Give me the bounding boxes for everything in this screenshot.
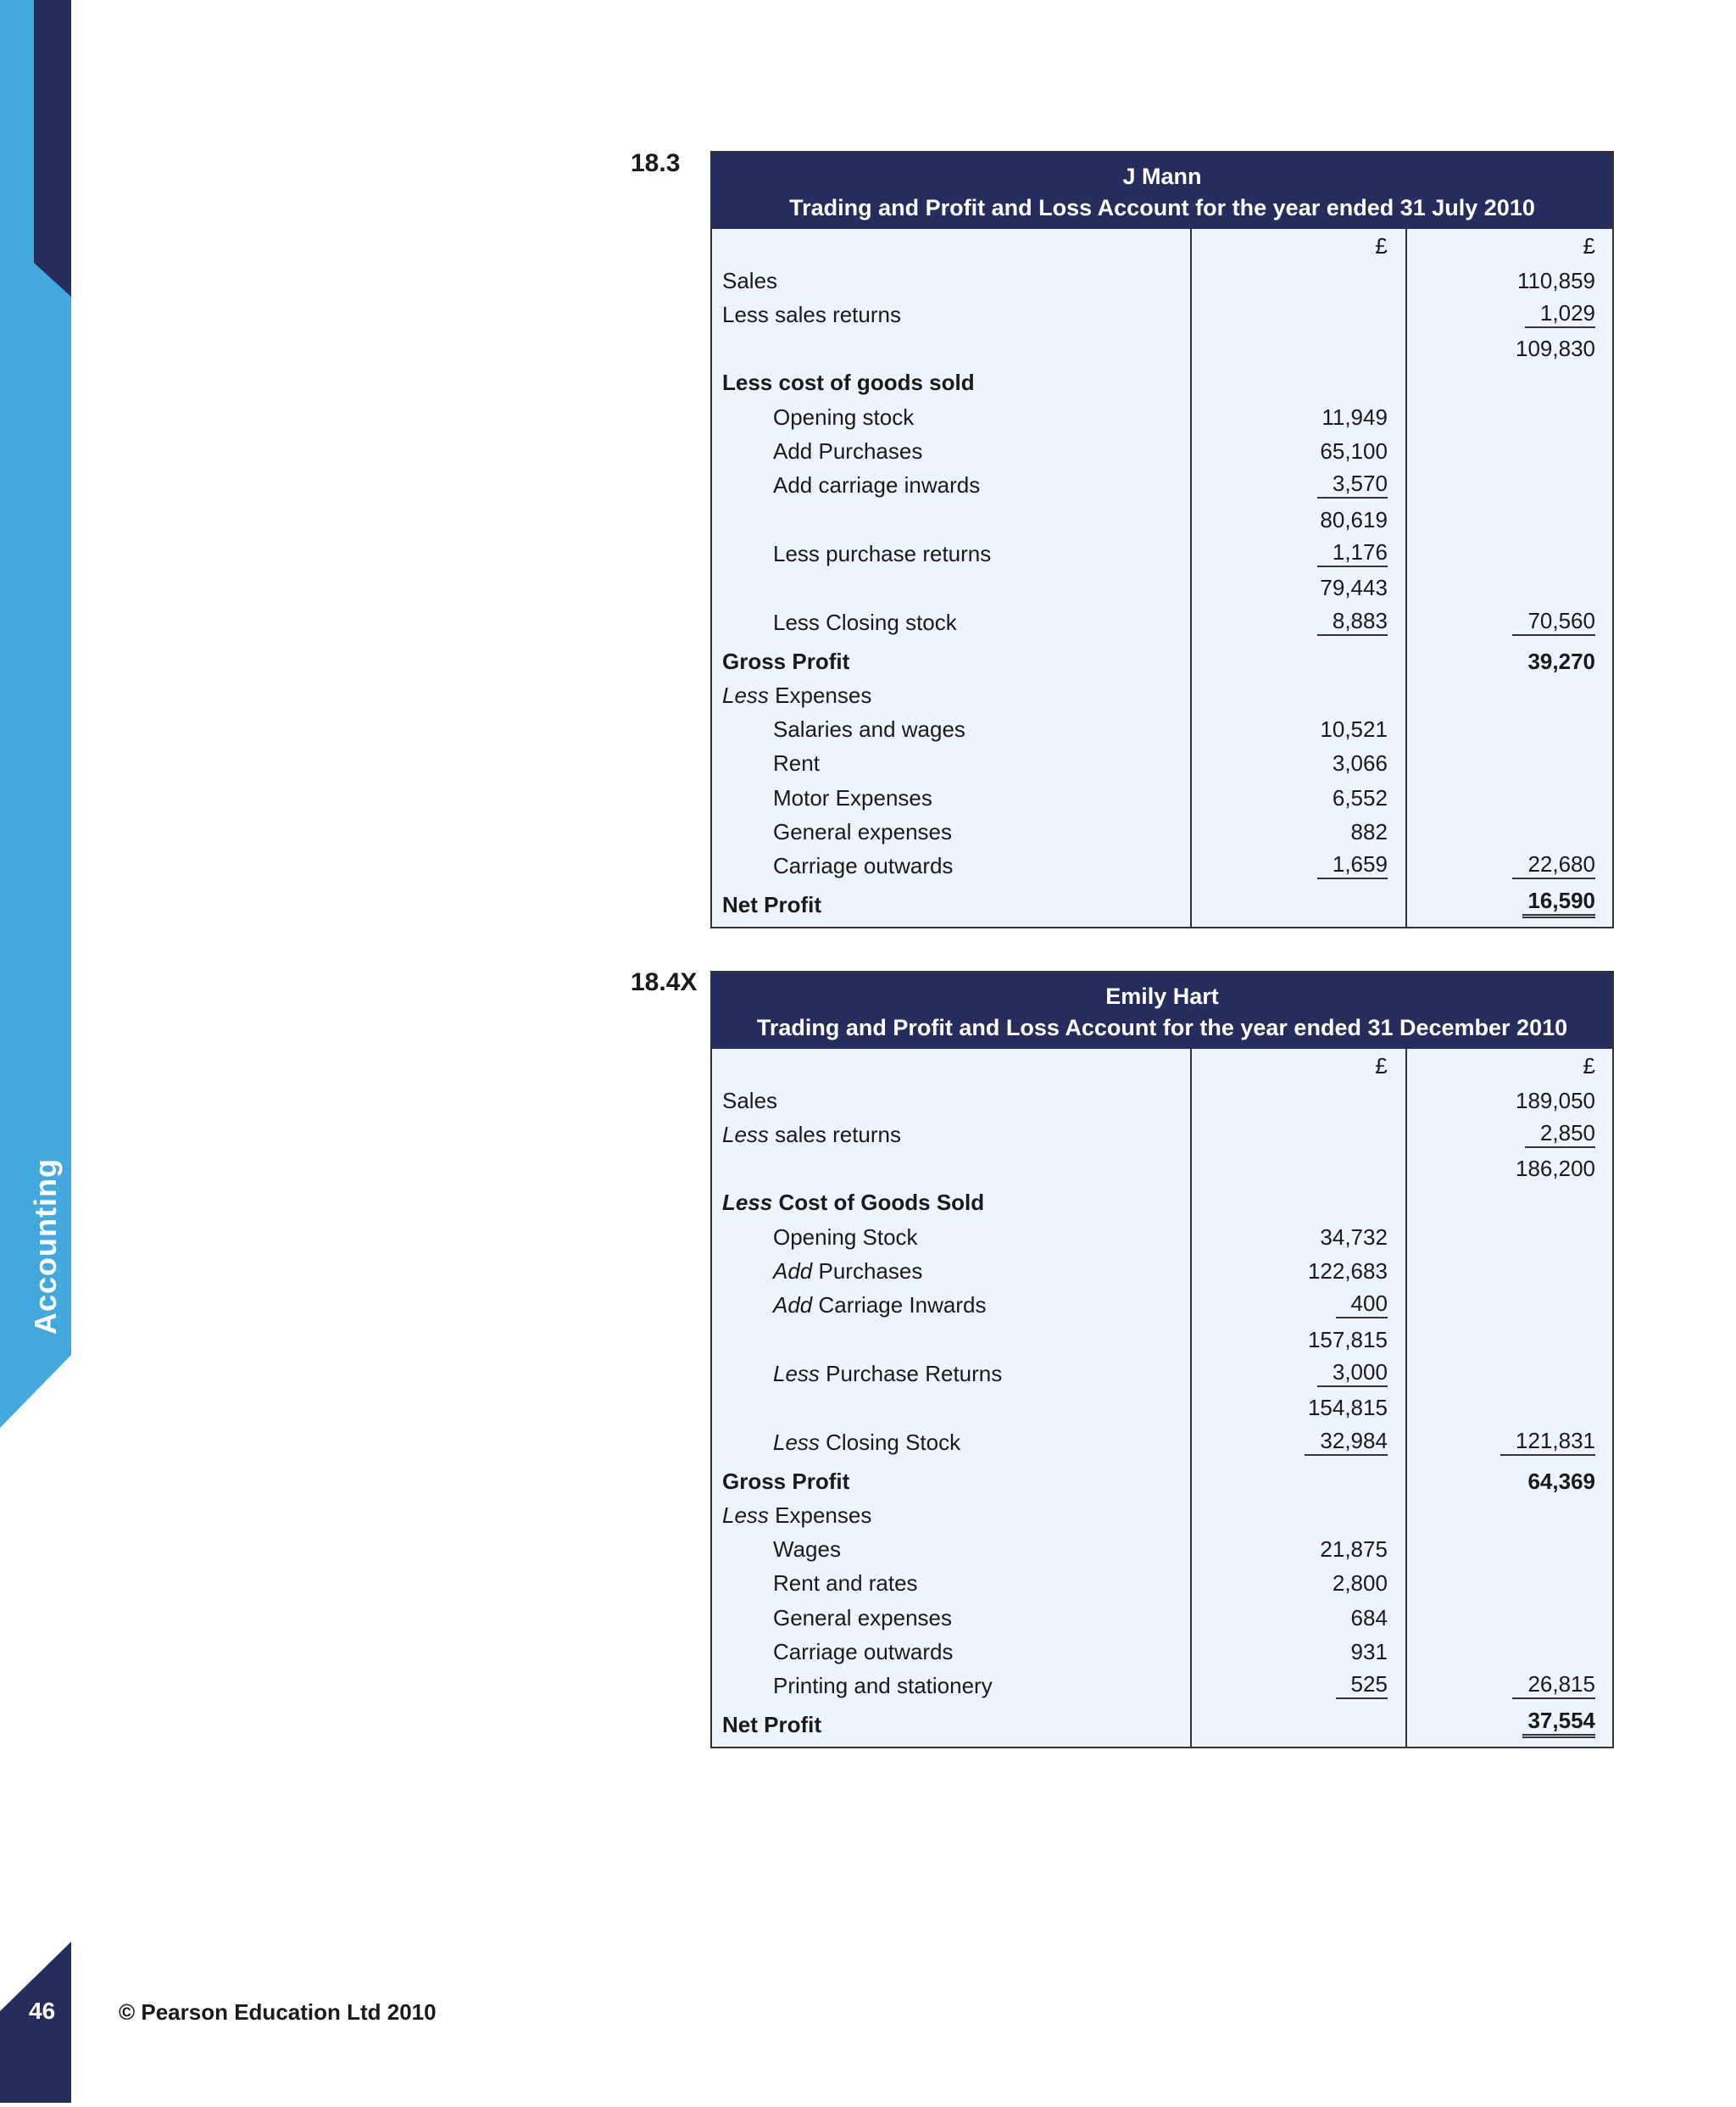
- table-bottom-padding: [712, 922, 1612, 927]
- row-label-text: Less sales returns: [722, 301, 901, 327]
- table-row: [712, 537, 1612, 571]
- row-label-text: Wages: [773, 1536, 841, 1563]
- amount-total-cell: [1405, 888, 1612, 922]
- amount-total-cell: [1405, 1671, 1612, 1703]
- amount-inner-cell: [1190, 851, 1405, 883]
- amount-inner-cell: [1190, 1359, 1405, 1391]
- table-row: [712, 1118, 1612, 1151]
- table-row: [712, 502, 1612, 536]
- amount-inner: 80,619: [1320, 506, 1388, 532]
- exercise-label-18-4x: 18.4X: [631, 968, 698, 996]
- table-row: [712, 1322, 1612, 1356]
- amount-inner: 157,815: [1307, 1326, 1388, 1352]
- amount-total-cell: [1405, 649, 1612, 678]
- amount-inner-cell: [1190, 471, 1405, 502]
- row-label: [712, 1570, 1190, 1600]
- table-row: [712, 298, 1612, 332]
- row-label: [712, 302, 1190, 332]
- amount-inner-cell: [1190, 1290, 1405, 1322]
- amount-total-cell: [1405, 300, 1612, 332]
- table-row: [712, 1391, 1612, 1424]
- amount-inner: 34,732: [1320, 1224, 1388, 1250]
- amount-total: 26,815: [1512, 1671, 1595, 1699]
- amount-total: 1,029: [1525, 300, 1595, 328]
- amount-total: 37,554: [1522, 1708, 1595, 1738]
- row-label-text: Expenses: [775, 1502, 872, 1528]
- table-row: [712, 1635, 1612, 1669]
- row-label-text: Net Profit: [722, 892, 821, 918]
- amount-inner: 11,949: [1321, 404, 1388, 430]
- amount-inner-cell: [1190, 438, 1405, 468]
- amount-total: 16,590: [1522, 888, 1595, 918]
- row-label: [712, 541, 1190, 571]
- table-row: [712, 1254, 1612, 1288]
- row-label: [712, 404, 1190, 434]
- row-label-text: Purchase Returns: [826, 1360, 1003, 1386]
- amount-total: 70,560: [1512, 608, 1595, 636]
- row-label: [712, 610, 1190, 639]
- table-row: [712, 883, 1612, 922]
- table-row: [712, 1600, 1612, 1634]
- table-row: [712, 1288, 1612, 1322]
- amount-total-cell: [1405, 336, 1612, 365]
- table-row: [712, 1219, 1612, 1253]
- amount-total-cell: [1405, 1156, 1612, 1185]
- amount-total: 186,200: [1516, 1156, 1595, 1182]
- row-label: [712, 1712, 1190, 1742]
- amount-inner-cell: [1190, 1738, 1405, 1742]
- amount-inner-cell: [1190, 785, 1405, 815]
- row-label-text: Rent: [773, 750, 820, 777]
- account-body: [712, 229, 1612, 927]
- amount-inner: 931: [1350, 1639, 1388, 1665]
- amount-inner: 400: [1336, 1290, 1388, 1318]
- amount-total-cell: [1405, 608, 1612, 639]
- amount-inner-cell: [1190, 539, 1405, 571]
- side-tab-graphic: [0, 0, 76, 2103]
- currency-symbol-cell: [1190, 233, 1405, 263]
- row-label-prefix: Add: [773, 1258, 813, 1285]
- row-label: [712, 1224, 1190, 1254]
- row-label: [712, 1469, 1190, 1498]
- row-label: [712, 1292, 1190, 1322]
- amount-inner: 122,683: [1307, 1258, 1388, 1285]
- row-label-text: Carriage Inwards: [818, 1292, 987, 1318]
- row-label-prefix: Less: [722, 1121, 769, 1147]
- copyright-notice: © Pearson Education Ltd 2010: [119, 1999, 437, 2025]
- amount-inner-cell: [1190, 750, 1405, 780]
- amount-total: 22,680: [1512, 851, 1595, 879]
- table-row: [712, 571, 1612, 605]
- amount-inner: 21,875: [1320, 1536, 1388, 1563]
- row-label: [712, 819, 1190, 849]
- amount-total-cell: [1405, 851, 1612, 883]
- amount-total-cell: [1405, 1469, 1612, 1498]
- amount-inner: 2,800: [1332, 1570, 1388, 1597]
- table-row: [712, 468, 1612, 502]
- row-label: [712, 370, 1190, 399]
- page-number: 46: [29, 1998, 56, 2024]
- table-row: [712, 1498, 1612, 1532]
- row-label-text: Closing Stock: [826, 1429, 961, 1455]
- table-row: [712, 1669, 1612, 1703]
- row-label: [712, 1502, 1190, 1532]
- row-label-text: Gross Profit: [722, 648, 850, 674]
- amount-inner: 3,000: [1317, 1359, 1388, 1387]
- amount-inner-cell: [1190, 1258, 1405, 1288]
- row-label-prefix: Less: [773, 1429, 820, 1455]
- table-row: [712, 1185, 1612, 1219]
- table-row: [712, 365, 1612, 399]
- account-j-mann: [710, 151, 1614, 928]
- amount-total-cell: [1405, 1708, 1612, 1742]
- table-row: [712, 849, 1612, 883]
- row-label: [712, 853, 1190, 883]
- amount-inner-cell: [1190, 404, 1405, 434]
- row-label: [712, 438, 1190, 468]
- table-row: [712, 399, 1612, 433]
- amount-inner: 79,443: [1320, 575, 1388, 601]
- amount-inner-cell: [1190, 1536, 1405, 1566]
- amount-inner-cell: [1190, 1395, 1405, 1424]
- row-label: [712, 1605, 1190, 1635]
- amount-inner: 1,176: [1317, 539, 1388, 567]
- amount-inner: 1,659: [1317, 851, 1388, 879]
- amount-total: 39,270: [1527, 648, 1595, 674]
- account-name: J Mann: [1122, 164, 1202, 189]
- row-label-prefix: Less: [722, 1190, 773, 1216]
- amount-total: 110,859: [1516, 267, 1595, 293]
- amount-inner: 525: [1336, 1671, 1388, 1699]
- row-label-text: Cost of Goods Sold: [778, 1190, 985, 1216]
- row-label: [712, 1088, 1190, 1118]
- row-label-text: Add Purchases: [773, 438, 923, 465]
- row-label-text: Less cost of goods sold: [722, 370, 975, 396]
- table-bottom-padding: [712, 1742, 1612, 1747]
- table-row: [712, 1459, 1612, 1498]
- account-header: [712, 973, 1612, 1049]
- table-row: [712, 1357, 1612, 1391]
- row-label-prefix: Add: [773, 1292, 813, 1318]
- table-row: [712, 815, 1612, 849]
- row-label: [712, 268, 1190, 298]
- table-row: [712, 434, 1612, 468]
- amount-inner: 684: [1350, 1604, 1388, 1630]
- amount-inner: 3,570: [1317, 471, 1388, 499]
- row-label-text: Gross Profit: [722, 1468, 850, 1494]
- row-label-text: General expenses: [773, 819, 953, 845]
- row-label-text: Less Closing stock: [773, 609, 957, 635]
- currency-symbol-cell: [1190, 1053, 1405, 1083]
- account-subtitle: Trading and Profit and Loss Account for the year ended 31 December 2010: [756, 1015, 1568, 1040]
- row-label-text: Opening stock: [773, 404, 915, 430]
- currency-symbol: £: [1583, 1053, 1595, 1079]
- amount-total-cell: [1405, 1120, 1612, 1151]
- row-label-text: Expenses: [775, 682, 872, 708]
- row-label-prefix: Less: [773, 1360, 820, 1386]
- row-label: [712, 785, 1190, 815]
- amount-inner-cell: [1190, 1428, 1405, 1459]
- table-row: [712, 678, 1612, 712]
- amount-inner-cell: [1190, 1605, 1405, 1635]
- table-row: [712, 712, 1612, 746]
- row-label: [712, 1122, 1190, 1151]
- table-row: [712, 639, 1612, 678]
- currency-symbol: £: [1583, 233, 1595, 259]
- currency-symbol-cell: [1405, 233, 1612, 263]
- amount-total-cell: [1405, 1088, 1612, 1118]
- account-name: Emily Hart: [1105, 984, 1219, 1009]
- side-tab-label: Accounting: [28, 1158, 63, 1335]
- row-label: [712, 1673, 1190, 1703]
- row-label: [712, 716, 1190, 746]
- amount-inner: 3,066: [1332, 750, 1388, 777]
- table-row: [712, 605, 1612, 638]
- account-header: [712, 153, 1612, 229]
- amount-inner-cell: [1190, 918, 1405, 922]
- table-row: [712, 1424, 1612, 1458]
- amount-inner: 32,984: [1305, 1428, 1388, 1456]
- amount-inner: 8,883: [1317, 608, 1388, 636]
- amount-total: 109,830: [1516, 336, 1595, 362]
- table-row: [712, 332, 1612, 365]
- currency-symbol: £: [1375, 233, 1388, 259]
- amount-inner: 6,552: [1332, 784, 1388, 811]
- amount-inner-cell: [1190, 1327, 1405, 1357]
- row-label-prefix: Less: [722, 682, 769, 708]
- exercise-label-18-3: 18.3: [631, 149, 681, 177]
- row-label: [712, 472, 1190, 502]
- currency-symbol-cell: [1405, 1053, 1612, 1083]
- row-label-text: Salaries and wages: [773, 716, 965, 743]
- amount-inner-cell: [1190, 1671, 1405, 1703]
- row-label-text: Less purchase returns: [773, 540, 992, 566]
- row-label: [712, 750, 1190, 780]
- row-label-text: Sales: [722, 267, 778, 293]
- amount-inner-cell: [1190, 1224, 1405, 1254]
- amount-total: 2,850: [1525, 1120, 1595, 1148]
- table-row: [712, 1083, 1612, 1117]
- row-label-text: sales returns: [775, 1121, 901, 1147]
- row-label: [712, 1190, 1190, 1219]
- account-emily-hart: [710, 971, 1614, 1748]
- row-label-text: Printing and stationery: [773, 1673, 993, 1699]
- amount-inner-cell: [1190, 716, 1405, 746]
- amount-inner: 882: [1350, 819, 1388, 845]
- amount-inner-cell: [1190, 1639, 1405, 1669]
- table-row: [712, 1532, 1612, 1566]
- row-label: [712, 1361, 1190, 1391]
- row-label: [712, 1536, 1190, 1566]
- table-row: [712, 1703, 1612, 1742]
- table-row: [712, 263, 1612, 297]
- amount-inner-cell: [1190, 819, 1405, 849]
- row-label-text: Opening Stock: [773, 1224, 918, 1250]
- table-row: [712, 1566, 1612, 1600]
- amount-total-cell: [1405, 268, 1612, 298]
- amount-inner: 154,815: [1307, 1395, 1388, 1421]
- currency-header-row: [712, 229, 1612, 263]
- row-label-text: Carriage outwards: [773, 853, 954, 879]
- amount-inner-cell: [1190, 608, 1405, 639]
- row-label: [712, 892, 1190, 922]
- amount-total: 64,369: [1527, 1468, 1595, 1494]
- amount-total: 121,831: [1500, 1428, 1595, 1456]
- amount-inner-cell: [1190, 1570, 1405, 1600]
- side-tab: [0, 0, 76, 2103]
- row-label: [712, 649, 1190, 678]
- row-label-text: Purchases: [818, 1258, 923, 1285]
- row-label-text: Rent and rates: [773, 1570, 918, 1597]
- row-label-text: Add carriage inwards: [773, 472, 981, 499]
- row-label-prefix: Less: [722, 1502, 769, 1528]
- table-row: [712, 746, 1612, 780]
- currency-header-row: [712, 1049, 1612, 1083]
- amount-inner: 10,521: [1320, 716, 1388, 743]
- amount-total: 189,050: [1516, 1087, 1595, 1113]
- row-label: [712, 1639, 1190, 1669]
- row-label: [712, 1430, 1190, 1459]
- row-label-text: Net Profit: [722, 1712, 821, 1738]
- amount-inner-cell: [1190, 575, 1405, 605]
- row-label: [712, 683, 1190, 712]
- row-label-text: Sales: [722, 1087, 778, 1113]
- account-body: [712, 1049, 1612, 1747]
- amount-inner-cell: [1190, 507, 1405, 537]
- table-row: [712, 780, 1612, 814]
- row-label-text: General expenses: [773, 1604, 953, 1630]
- amount-inner: 65,100: [1320, 438, 1388, 465]
- account-subtitle: Trading and Profit and Loss Account for the year ended 31 July 2010: [789, 195, 1535, 220]
- row-label: [712, 1258, 1190, 1288]
- table-row: [712, 1151, 1612, 1185]
- row-label-text: Motor Expenses: [773, 784, 932, 811]
- row-label-text: Carriage outwards: [773, 1639, 954, 1665]
- currency-symbol: £: [1375, 1053, 1388, 1079]
- amount-total-cell: [1405, 1428, 1612, 1459]
